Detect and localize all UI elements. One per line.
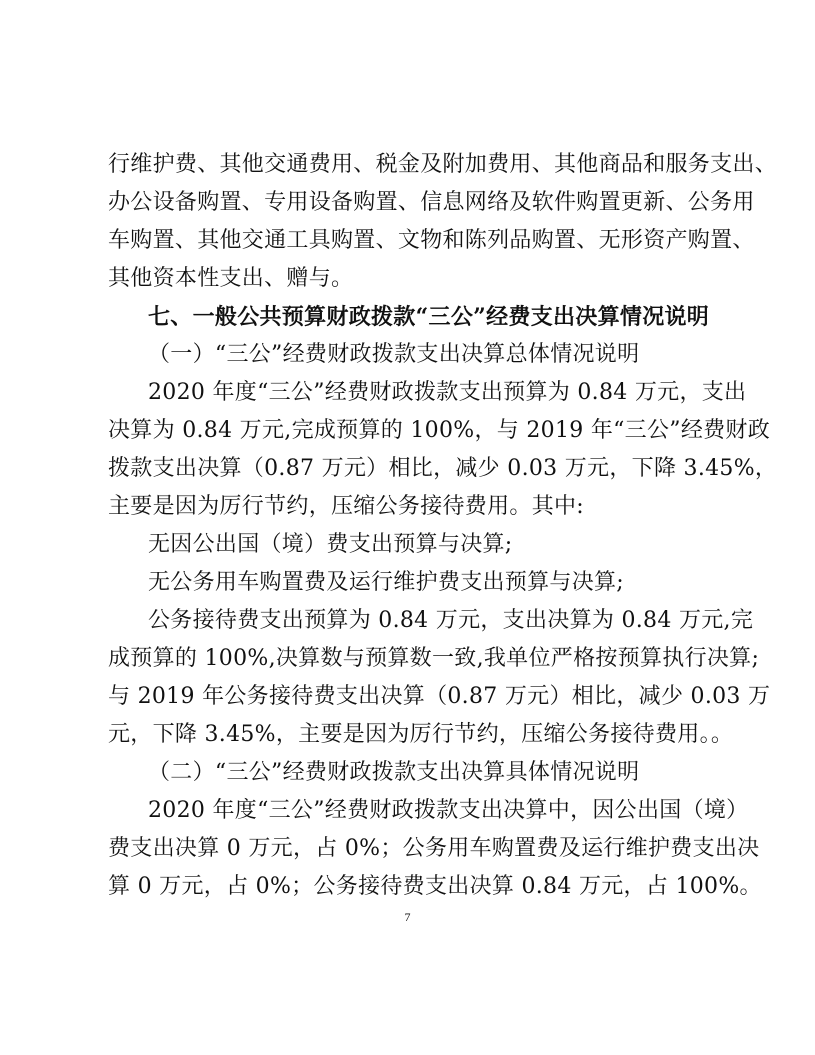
subsection-heading: （二）“三公”经费财政拨款支出决算具体情况说明 [148, 760, 640, 785]
text-line: 2020 年度“三公”经费财政拨款支出决算中，因公出国（境） [148, 798, 749, 823]
text-line: 无公务用车购置费及运行维护费支出预算与决算; [148, 570, 625, 595]
text-line: 办公设备购置、专用设备购置、信息网络及软件购置更新、公务用 [108, 190, 755, 215]
text-line: 2020 年度“三公”经费财政拨款支出预算为 0.84 万元，支出 [148, 380, 747, 405]
text-line: 行维护费、其他交通费用、税金及附加费用、其他商品和服务支出、 [108, 152, 778, 177]
text-line: 拨款支出决算（0.87 万元）相比，减少 0.03 万元，下降 3.45%， [108, 456, 778, 481]
text-line: 主要是因为厉行节约，压缩公务接待费用。其中: [108, 494, 585, 519]
text-line: 算 0 万元，占 0%；公务接待费支出决算 0.84 万元，占 100%。 [108, 874, 762, 899]
page-number: 7 [404, 910, 411, 924]
text-line: 成预算的 100%,决算数与预算数一致,我单位严格按预算执行决算; [108, 646, 760, 671]
section-heading: 七、一般公共预算财政拨款“三公”经费支出决算情况说明 [148, 304, 710, 330]
text-line: 决算为 0.84 万元,完成预算的 100%，与 2019 年“三公”经费财政 [108, 418, 771, 443]
subsection-heading: （一）“三公”经费财政拨款支出决算总体情况说明 [148, 342, 640, 367]
text-line: 无因公出国（境）费支出预算与决算; [148, 532, 513, 557]
text-line: 费支出决算 0 万元，占 0%；公务用车购置费及运行维护费支出决 [108, 836, 760, 861]
text-line: 与 2019 年公务接待费支出决算（0.87 万元）相比，减少 0.03 万 [108, 684, 771, 709]
text-line: 车购置、其他交通工具购置、文物和陈列品购置、无形资产购置、 [108, 228, 755, 253]
text-line: 其他资本性支出、赠与。 [108, 266, 354, 291]
text-line: 公务接待费支出预算为 0.84 万元，支出决算为 0.84 万元,完 [148, 608, 754, 633]
text-line: 元，下降 3.45%，主要是因为厉行节约，压缩公务接待费用。。 [108, 722, 734, 747]
